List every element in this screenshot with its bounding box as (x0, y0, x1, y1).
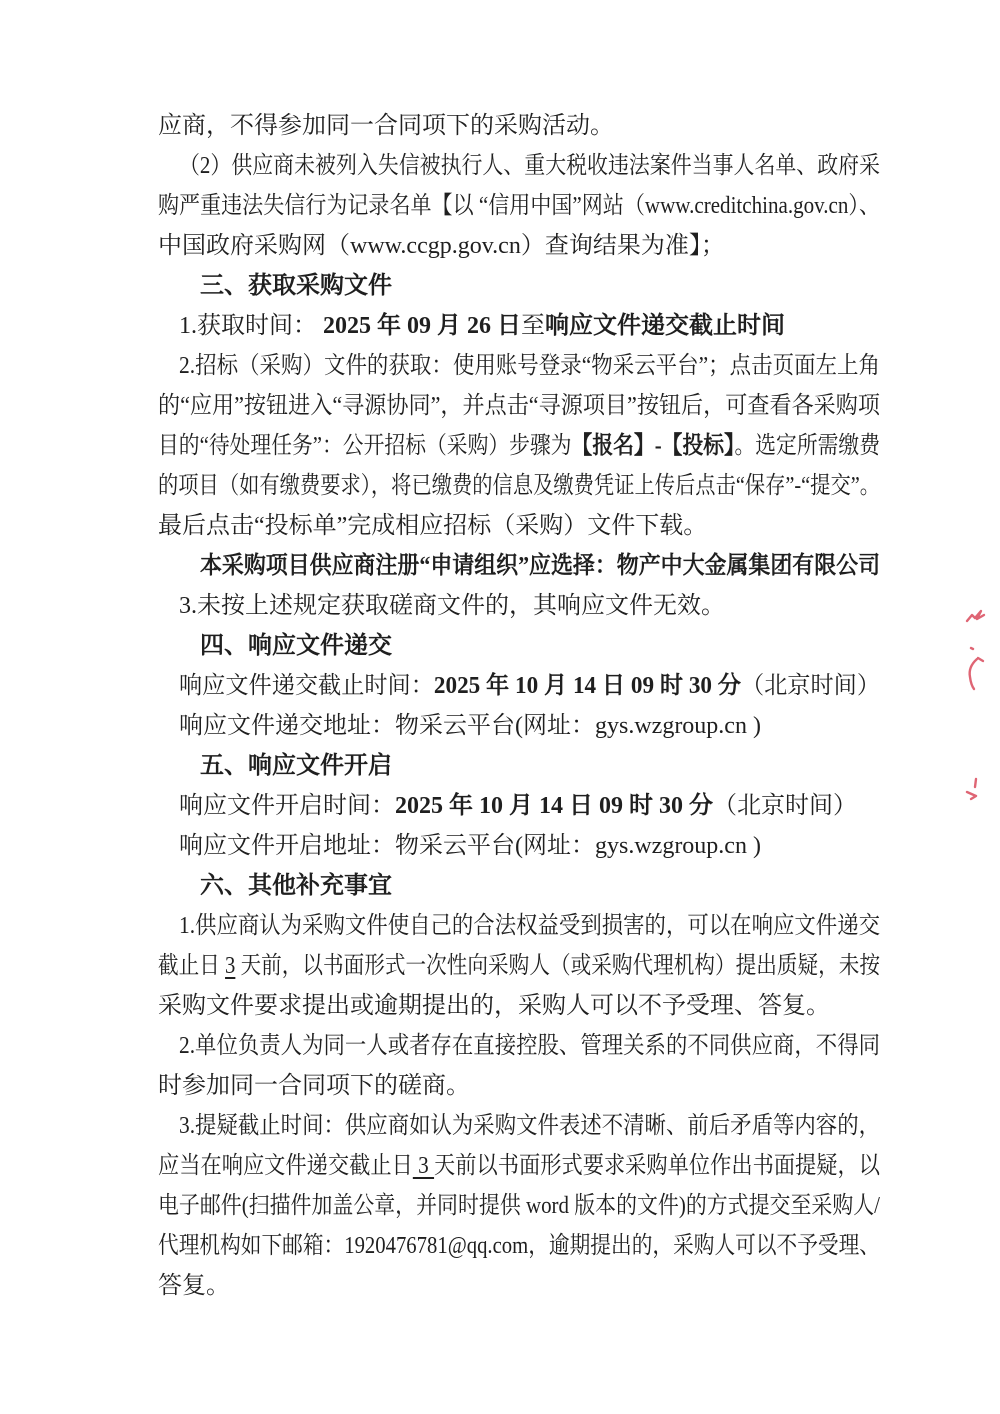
text-segment: 三、获取采购文件 (200, 273, 392, 299)
text-segment: 天前，以书面形式一次性向采购人（或采购代理机构）提出质疑，未按 (235, 953, 880, 979)
text-segment: 响应文件递交地址：物采云平台(网址：gys.wzgroup.cn ) (179, 713, 761, 739)
doc-line (158, 466, 880, 506)
text-segment: 应商，不得参加同一合同项下的采购活动。 (158, 113, 614, 139)
text-segment: （北京时间） (713, 793, 857, 819)
section-heading (158, 866, 880, 906)
line-text (179, 146, 880, 186)
text-segment: 代理机构如下邮箱：1920476781@qq.com，逾期提出的，采购人可以不予受理、 (158, 1233, 880, 1259)
text-segment: 响应文件开启时间： (179, 793, 395, 819)
line-text (158, 426, 880, 466)
line-text (179, 666, 880, 706)
text-segment: 五、响应文件开启 (200, 753, 392, 779)
document-body (158, 106, 880, 1306)
line-text (200, 746, 392, 786)
doc-line (158, 106, 880, 146)
text-segment: （2）供应商未被列入失信被执行人、重大税收违法案件当事人名单、政府采 (179, 153, 880, 179)
line-text (200, 866, 392, 906)
doc-line (158, 986, 880, 1026)
text-segment: 响应文件开启地址：物采云平台(网址：gys.wzgroup.cn ) (179, 833, 761, 859)
doc-line (158, 226, 880, 266)
line-text (158, 1066, 470, 1106)
text-segment: 目的“待处理任务”：公开招标（采购）步骤为 (158, 433, 572, 459)
text-segment: 六、其他补充事宜 (200, 873, 392, 899)
red-curved-stroke (970, 658, 983, 689)
text-segment: 四、响应文件递交 (200, 633, 392, 659)
text-segment: 3.提疑截止时间：供应商如认为采购文件表述不清晰、前后矛盾等内容的， (179, 1113, 880, 1139)
text-segment: 时参加同一合同项下的磋商。 (158, 1073, 470, 1099)
line-text (179, 346, 880, 386)
doc-line (158, 946, 880, 986)
text-segment: 1.供应商认为采购文件使自己的合法权益受到损害的，可以在响应文件递交 (179, 913, 880, 939)
line-text (179, 906, 880, 946)
doc-line (158, 1146, 880, 1186)
doc-line (158, 1026, 880, 1066)
text-segment: 的“应用”按钮进入“寻源协同”，并点击“寻源项目”按钮后，可查看各采购项 (158, 393, 880, 419)
doc-line (158, 826, 880, 866)
doc-line (158, 786, 880, 826)
line-text (200, 546, 880, 586)
text-segment: 2.招标（采购）文件的获取：使用账号登录“物采云平台”；点击页面左上角 (179, 353, 880, 379)
red-tick-lower (967, 792, 976, 799)
line-text (158, 1146, 880, 1186)
text-segment: 响应文件递交截止时间： (179, 673, 434, 699)
text-segment: 2025 年 09 月 26 日 (323, 313, 521, 339)
section-heading (158, 266, 880, 306)
doc-line (158, 386, 880, 426)
doc-line (158, 306, 880, 346)
text-segment: 截止日 (158, 953, 226, 979)
text-segment: 2025 年 10 月 14 日 09 时 30 分 (395, 793, 713, 819)
text-segment: 电子邮件(扫描件加盖公章，并同时提供 word 版本的文件)的方式提交至采购人/ (158, 1193, 880, 1219)
doc-line (158, 546, 880, 586)
text-segment: 至 (521, 313, 545, 339)
text-segment: 2.单位负责人为同一人或者存在直接控股、管理关系的不同供应商，不得同 (179, 1033, 880, 1059)
line-text (158, 1266, 230, 1306)
line-text (158, 506, 707, 546)
line-text (158, 986, 830, 1026)
text-segment: 3.未按上述规定获取磋商文件的，其响应文件无效。 (179, 593, 725, 619)
text-segment: 天前以书面形式要求采购单位作出书面提疑，以 (434, 1153, 880, 1179)
text-segment: 响应文件递交截止时间 (545, 313, 785, 339)
line-text (179, 1106, 880, 1146)
doc-line (158, 1266, 880, 1306)
text-segment: 的项目（如有缴费要求），将已缴费的信息及缴费凭证上传后点击“保存”-“提交”。 (158, 473, 880, 499)
text-segment: 2025 年 10 月 14 日 09 时 30 分 (433, 673, 741, 699)
doc-line (158, 426, 880, 466)
line-text (158, 1226, 880, 1266)
red-scribble-top (967, 611, 984, 621)
line-text (179, 826, 761, 866)
line-text (158, 226, 725, 266)
line-text (158, 1186, 880, 1226)
text-segment: 最后点击“投标单”完成相应招标（采购）文件下载。 (158, 513, 708, 539)
line-text (179, 706, 761, 746)
line-text (179, 306, 785, 346)
text-segment: （北京时间） (740, 673, 880, 699)
text-segment: 中国政府采购网（www.ccgp.gov.cn）查询结果为准】； (158, 233, 725, 259)
text-segment: 采购文件要求提出或逾期提出的，采购人可以不予受理、答复。 (158, 993, 830, 1019)
doc-line (158, 1226, 880, 1266)
line-text (158, 386, 880, 426)
line-text (179, 786, 857, 826)
red-tick-upper (975, 779, 976, 787)
doc-line (158, 346, 880, 386)
line-text (179, 586, 725, 626)
section-heading (158, 746, 880, 786)
doc-line (158, 666, 880, 706)
line-text (158, 946, 880, 986)
section-heading (158, 626, 880, 666)
doc-line (158, 1066, 880, 1106)
red-dot (971, 648, 973, 649)
text-segment: 。选定所需缴费 (734, 433, 880, 459)
doc-line (158, 186, 880, 226)
line-text (158, 106, 614, 146)
line-text (158, 186, 880, 226)
text-segment: 1.获取时间： (179, 313, 323, 339)
text-segment: 3 (225, 953, 236, 979)
text-segment: 应当在响应文件递交截止日 (158, 1153, 413, 1179)
doc-line (158, 586, 880, 626)
text-segment: 本采购项目供应商注册“申请组织”应选择：物产中大金属集团有限公司 (200, 553, 880, 579)
text-segment: 3 (412, 1153, 435, 1179)
text-segment: 答复。 (158, 1273, 230, 1299)
doc-line (158, 906, 880, 946)
line-text (158, 466, 880, 506)
doc-line (158, 706, 880, 746)
doc-line (158, 1186, 880, 1226)
text-segment: 【报名】-【投标】 (571, 433, 735, 459)
doc-line (158, 146, 880, 186)
doc-line (158, 1106, 880, 1146)
line-text (200, 266, 392, 306)
line-text (179, 1026, 880, 1066)
text-segment: 购严重违法失信行为记录名单【以 “信用中国”网站（www.creditchina.gov.cn）、 (158, 193, 880, 219)
doc-line (158, 506, 880, 546)
line-text (200, 626, 392, 666)
